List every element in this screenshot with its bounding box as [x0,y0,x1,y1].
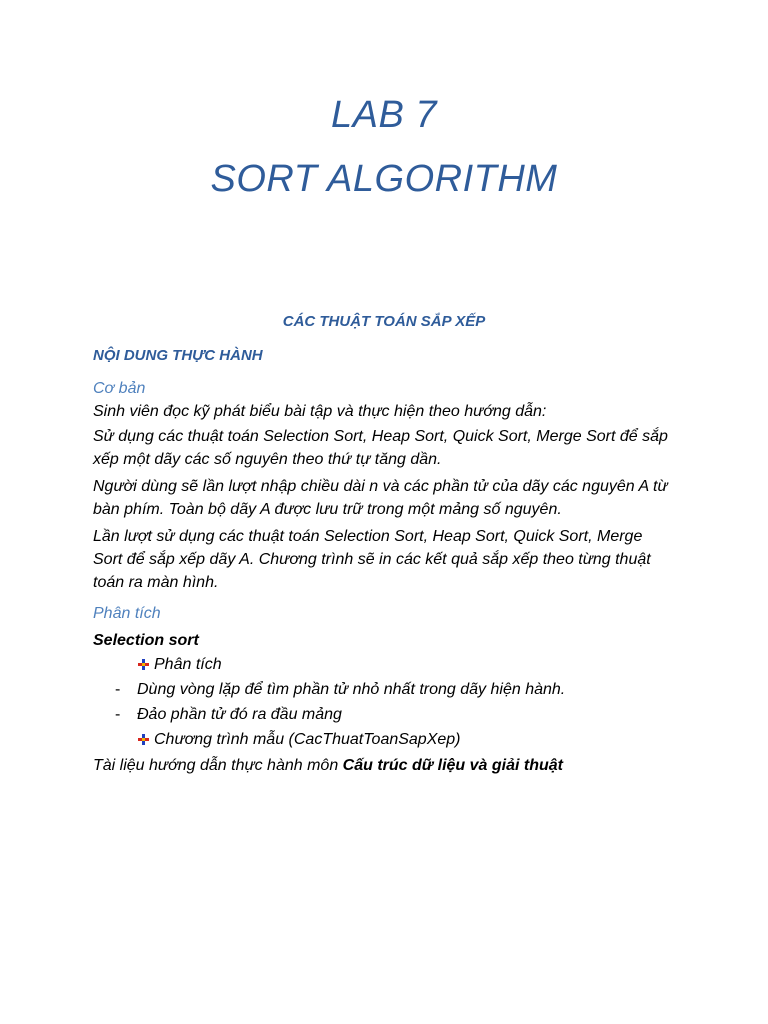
subsection-heading-analysis: Phân tích [93,605,161,622]
lab-subtitle: SORT ALGORITHM [210,158,558,200]
lab-title: LAB 7 [330,94,438,136]
footer-prefix: Tài liệu hướng dẫn thực hành môn [93,757,343,774]
paragraph-intro: Sinh viên đọc kỹ phát biểu bài tập và thực hiện theo hướng dẫn: [93,403,547,420]
dash-item [93,677,673,702]
bullet-item-sample-program [93,727,673,752]
plus-minus-bullet-icon [137,658,150,671]
bullet-label: Phân tích [154,656,222,673]
bullet-label: Chương trình mẫu (CacThuatToanSapXep) [154,731,461,748]
bullet-item-analysis [93,652,673,677]
dash-item [93,702,673,727]
paragraph-input: Người dùng sẽ lần lượt nhập chiều dài n và các phần tử của dãy các nguyên A từ bàn phím. Toàn bộ dãy A được lưu trữ trong một mảng số nguyên. [93,478,668,518]
plus-minus-bullet-icon [137,733,150,746]
dash-marker: - [115,681,121,698]
paragraph-output: Lần lượt sử dụng các thuật toán Selection Sort, Heap Sort, Quick Sort, Merge Sort để sắp xếp dãy A. Chương trình sẽ in các kết quả sắp xếp theo từng thuật toán ra màn hình. [93,528,651,591]
center-heading: CÁC THUẬT TOÁN SẮP XẾP [282,313,486,330]
document-body [93,344,673,777]
footer-course-name: Cấu trúc dữ liệu và giải thuật [342,757,563,774]
subsection-heading-basic: Cơ bản [93,380,146,397]
document-footer [93,754,673,777]
selection-sort-heading: Selection sort [93,632,199,649]
dash-item-text: Dùng vòng lặp để tìm phần tử nhỏ nhất trong dãy hiện hành. [137,681,566,698]
paragraph-task: Sử dụng các thuật toán Selection Sort, Heap Sort, Quick Sort, Merge Sort để sắp xếp một dãy các số nguyên theo thứ tự tăng dần. [93,428,668,468]
dash-marker: - [115,706,121,723]
dash-item-text: Đảo phần tử đó ra đầu mảng [137,706,342,723]
section-heading: NỘI DUNG THỰC HÀNH [93,347,263,364]
